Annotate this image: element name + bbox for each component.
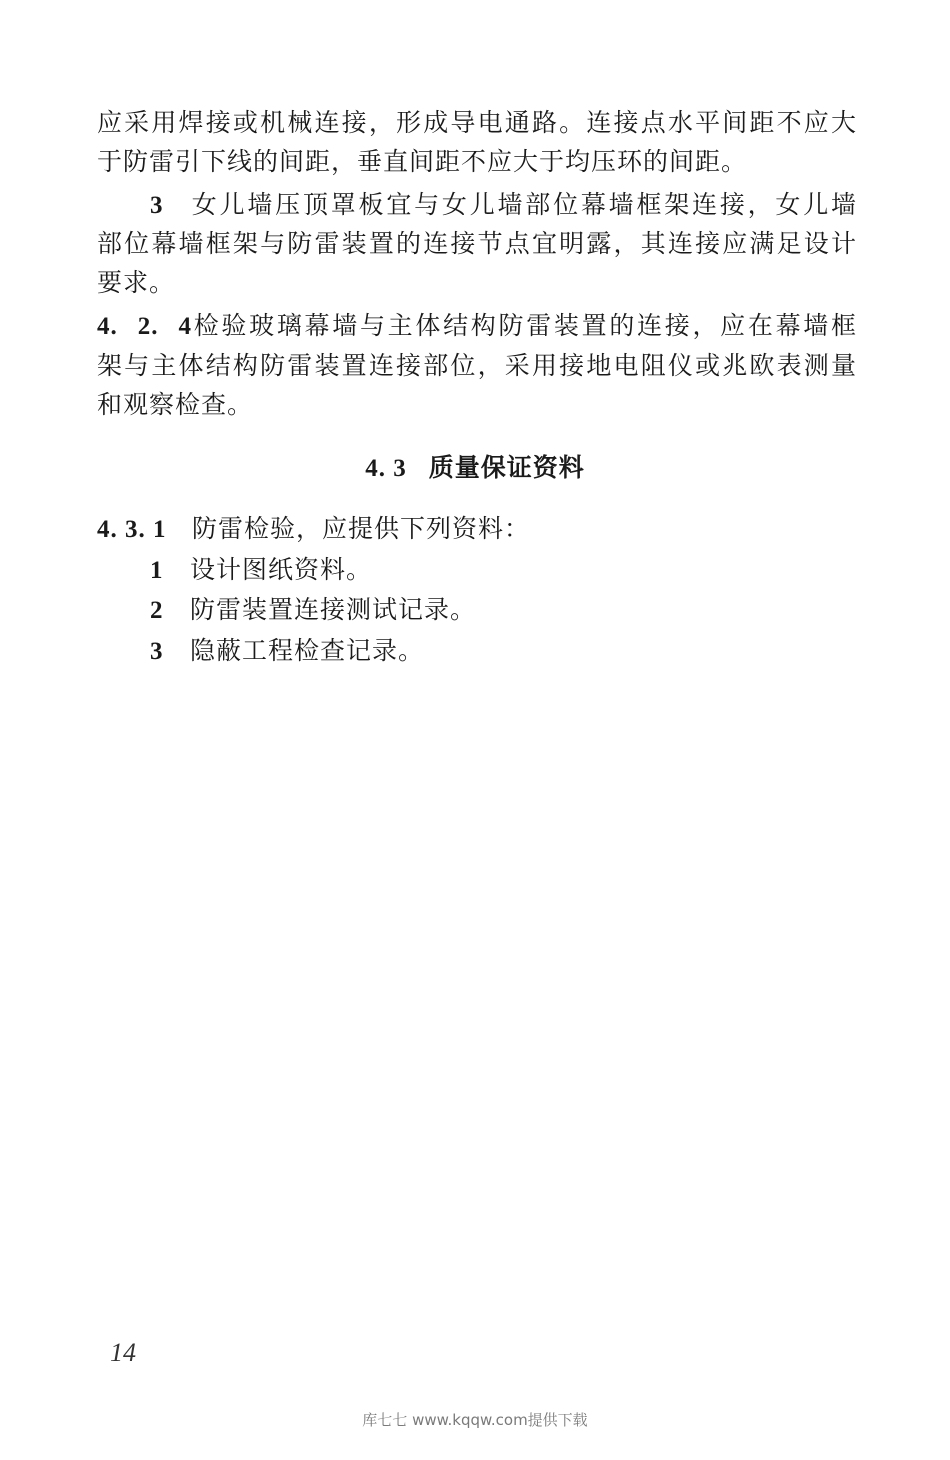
list-item	[150, 595, 857, 626]
section-title: 质量保证资料	[428, 453, 585, 482]
item-text: 女儿墙压顶罩板宜与女儿墙部位幕墙框架连接，女儿墙	[190, 190, 857, 219]
item-text: 设计图纸资料。	[190, 555, 373, 584]
paragraph-line: 架与主体结构防雷装置连接部位，采用接地电阻仪或兆欧表测量	[97, 351, 857, 380]
item-text: 防雷装置连接测试记录。	[190, 595, 477, 624]
item-number: 3	[150, 638, 164, 665]
clause-line	[97, 311, 857, 342]
item-number: 2	[150, 597, 164, 624]
section-heading	[0, 453, 950, 484]
download-watermark: 库七七 www.kqqw.com提供下载	[362, 1411, 588, 1429]
paragraph-line: 应采用焊接或机械连接，形成导电通路。连接点水平间距不应大	[97, 108, 857, 137]
item-number: 3	[150, 192, 164, 219]
page-number: 14	[110, 1338, 136, 1367]
clause-number: 4. 2. 4	[97, 313, 192, 340]
paragraph-line: 部位幕墙框架与防雷装置的连接节点宜明露，其连接应满足设计	[97, 229, 857, 258]
paragraph-line: 要求。	[97, 268, 176, 297]
clause-text: 检验玻璃幕墙与主体结构防雷装置的连接，应在幕墙框	[192, 311, 857, 340]
paragraph-line: 和观察检查。	[97, 390, 254, 419]
paragraph-line: 于防雷引下线的间距，垂直间距不应大于均压环的间距。	[97, 147, 748, 176]
item-number: 1	[150, 557, 164, 584]
clause-number: 4. 3. 1	[97, 516, 167, 543]
list-item	[150, 555, 857, 586]
list-item	[150, 636, 857, 667]
clause-line	[97, 514, 857, 545]
item-text: 隐蔽工程检查记录。	[190, 636, 425, 665]
clause-text: 防雷检验，应提供下列资料：	[192, 514, 531, 543]
list-item	[150, 190, 857, 221]
section-number: 4. 3	[365, 455, 407, 482]
